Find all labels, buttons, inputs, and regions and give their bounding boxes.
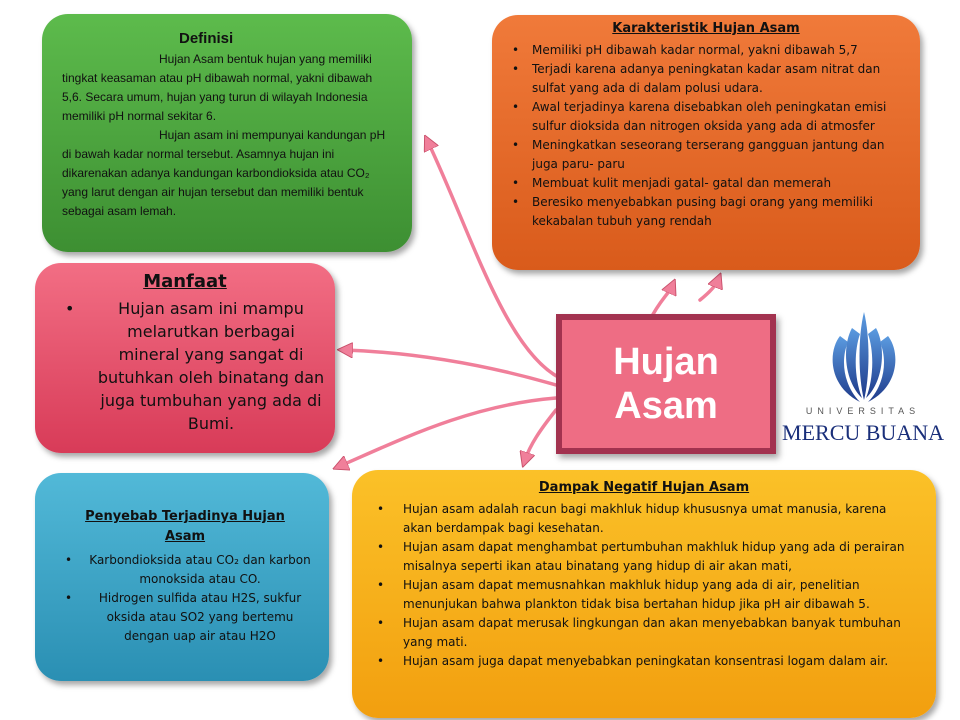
penyebab-title: Penyebab Terjadinya Hujan Asam bbox=[85, 509, 285, 544]
arrow-right-karakteristik bbox=[700, 280, 718, 300]
arrow-to-manfaat bbox=[345, 350, 556, 385]
list-item: • Karbondioksida atau CO₂ dan karbon monoksida atau CO. bbox=[85, 551, 315, 589]
definisi-title: Definisi bbox=[179, 30, 234, 47]
list-item: • Hujan asam juga dapat menyebabkan peningkatan konsentrasi logam dalam air. bbox=[403, 652, 918, 671]
arrow-to-dampak bbox=[525, 410, 556, 460]
dampak-list bbox=[403, 500, 918, 671]
hujan-asam-center-box bbox=[556, 314, 776, 454]
dampak-title: Dampak Negatif Hujan Asam bbox=[538, 480, 750, 495]
list-item: • Meningkatkan seseorang terserang gangguan jantung dan juga paru- paru bbox=[532, 136, 902, 174]
definisi-box bbox=[42, 14, 412, 252]
center-title-line-2: Asam bbox=[614, 385, 718, 427]
karakteristik-box bbox=[492, 15, 920, 270]
penyebab-box bbox=[35, 473, 329, 681]
center-title bbox=[596, 340, 736, 428]
penyebab-list bbox=[85, 551, 315, 646]
list-item: • Hujan asam dapat merusak lingkungan dan akan menyebabkan banyak tumbuhan yang mati. bbox=[403, 614, 918, 652]
list-item: • Beresiko menyebabkan pusing bagi orang yang memiliki kekabalan tubuh yang rendah bbox=[532, 193, 902, 231]
center-title-line-1: Hujan bbox=[613, 341, 719, 383]
mercu-buana-logo bbox=[778, 306, 948, 452]
definisi-paragraph-1: Hujan Asam bentuk hujan yang memiliki tingkat keasaman atau pH dibawah normal, yakni dibawah 5,6. Secara umum, hujan yang turun di wilayah Indonesia memiliki pH normal sekitar 6. bbox=[62, 52, 373, 123]
manfaat-list bbox=[95, 297, 327, 435]
manfaat-box bbox=[35, 263, 335, 453]
university-emblem-icon bbox=[778, 306, 948, 406]
arrow-to-penyebab bbox=[340, 398, 556, 466]
list-item: • Terjadi karena adanya peningkatan kadar asam nitrat dan sulfat yang ada di dalam polusi udara. bbox=[532, 60, 902, 98]
list-item: • Awal terjadinya karena disebabkan oleh peningkatan emisi sulfur dioksida dan nitrogen oksida yang ada di atmosfer bbox=[532, 98, 902, 136]
definisi-paragraph-2: Hujan asam ini mempunyai kandungan pH di bawah kadar normal tersebut. Asamnya hujan ini dikarenakan adanya kandungan karbondioksida atau CO₂ yang larut dengan air hujan tersebut dan memiliki bentuk sebagai asam lemah. bbox=[62, 128, 386, 218]
manfaat-title: Manfaat bbox=[143, 271, 227, 292]
logo-subtitle: UNIVERSITAS bbox=[805, 406, 921, 416]
list-item: • Memiliki pH dibawah kadar normal, yakni dibawah 5,7 bbox=[532, 41, 902, 60]
list-item: • Hujan asam ini mampu melarutkan berbagai mineral yang sangat di butuhkan oleh binatang dan juga tumbuhan yang ada di Bumi. bbox=[95, 297, 327, 435]
list-item: • Hujan asam adalah racun bagi makhluk hidup khususnya umat manusia, karena akan berdampak bagi kesehatan. bbox=[403, 500, 918, 538]
dampak-box bbox=[352, 470, 936, 718]
list-item: • Hujan asam dapat memusnahkan makhluk hidup yang ada di air, penelitian menunjukan bahwa plankton tidak bisa bertahan hidup jika pH air dibawah 5. bbox=[403, 576, 918, 614]
karakteristik-list bbox=[532, 41, 902, 231]
list-item: • Hujan asam dapat menghambat pertumbuhan makhluk hidup yang ada di perairan misalnya seperti ikan atau binatang yang hidup di air akan mati, bbox=[403, 538, 918, 576]
karakteristik-title: Karakteristik Hujan Asam bbox=[612, 21, 800, 36]
list-item: • Hidrogen sulfida atau H2S, sukfur oksida atau SO2 yang bertemu dengan uap air atau H2O bbox=[85, 589, 315, 646]
logo-name: MERCU BUANA bbox=[782, 420, 944, 445]
list-item: • Membuat kulit menjadi gatal- gatal dan memerah bbox=[532, 174, 902, 193]
hujan-asam-center-inner bbox=[562, 320, 770, 448]
